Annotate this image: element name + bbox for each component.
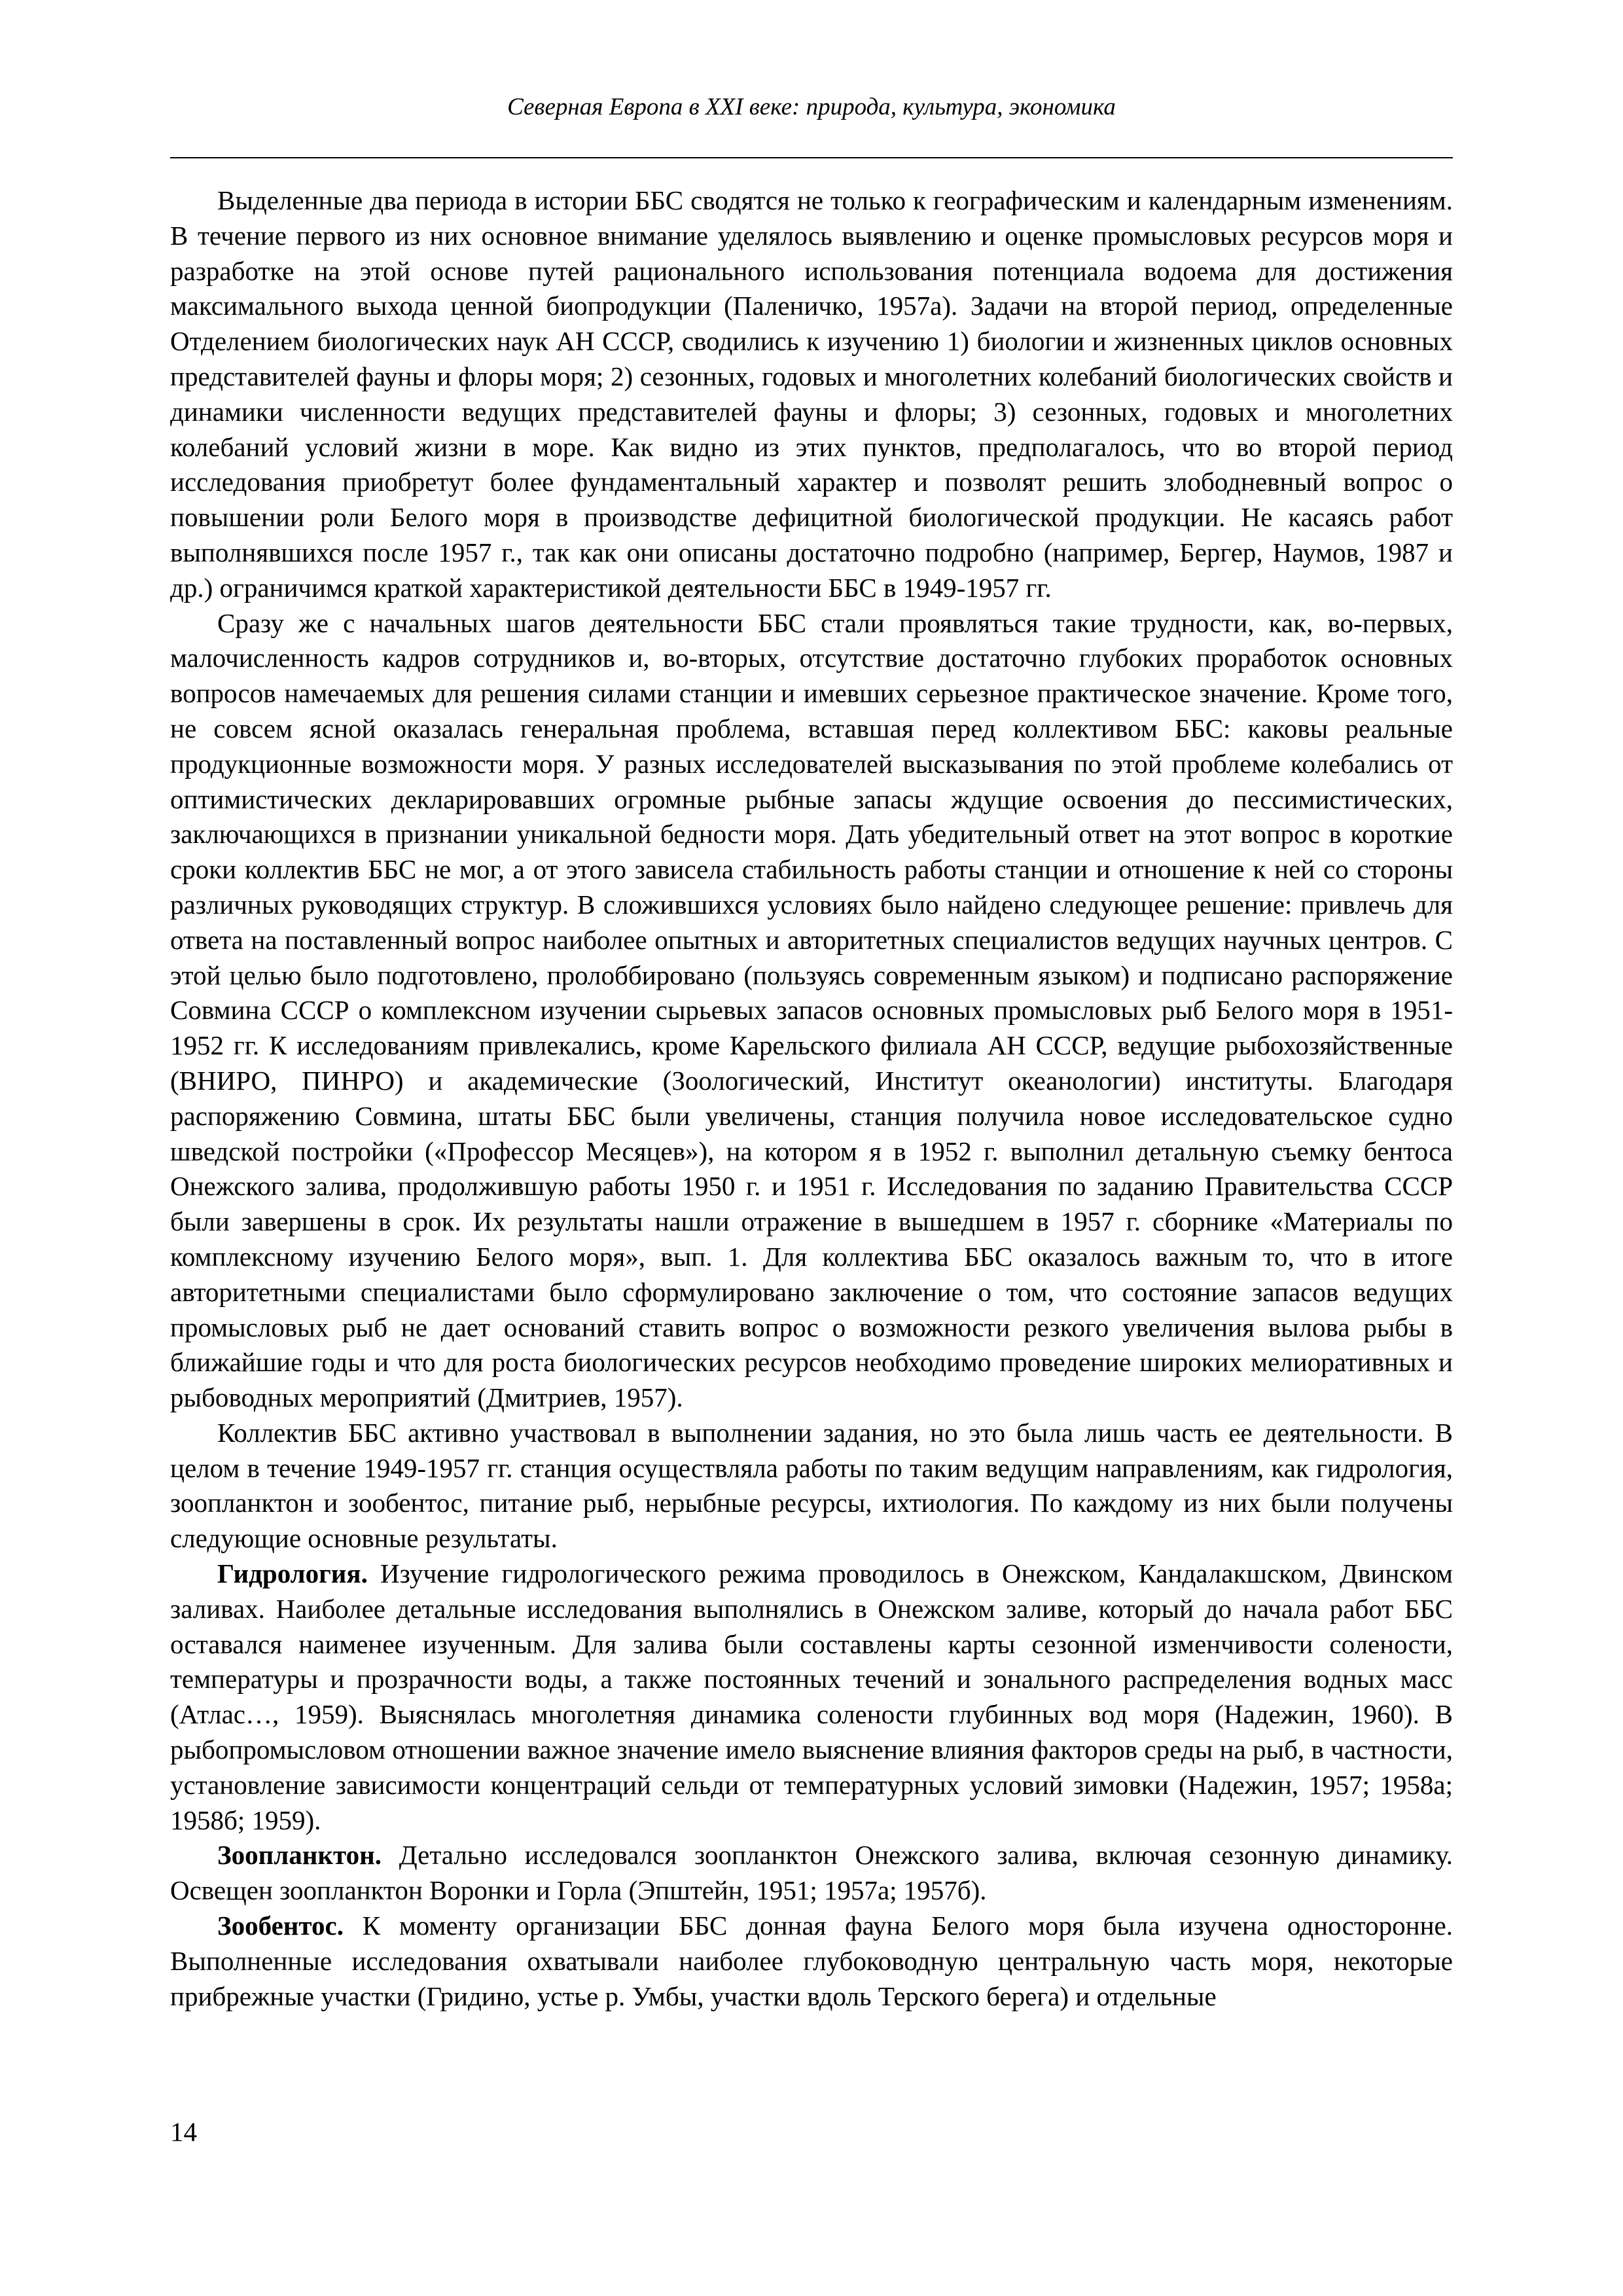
paragraph-zoobenthos-text: К моменту организации ББС донная фауна Белого моря была изучена односторонне. Выполненные исследования охватывали наиболее глубоководную центральную часть моря, некоторые прибрежные участки (Гридино, устье р. Умбы, участки вдоль Терского берега) и отдельные <box>170 1910 1453 2011</box>
section-heading-zooplankton: Зоопланктон. <box>217 1840 382 1871</box>
header-divider <box>170 157 1453 158</box>
paragraph-hydrology <box>170 1556 1453 1838</box>
running-header: Северная Европа в XXI веке: природа, культура, экономика <box>507 94 1116 120</box>
paragraph-zooplankton <box>170 1838 1453 1909</box>
section-heading-zoobenthos: Зообентос. <box>217 1910 344 1941</box>
paragraph-difficulties: Сразу же с начальных шагов деятельности ББС стали проявляться такие трудности, как, во-первых, малочисленность кадров сотрудников и, во-вторых, отсутствие достаточно глубоких проработок основных вопросов намечаемых для решения силами станции и имевших серьезное практическое значение. Кроме того, не совсем ясной оказалась генеральная проблема, вставшая перед коллективом ББС: каковы реальные продукционные возможности моря. У разных исследователей высказывания по этой проблеме колебались от оптимистических декларировавших огромные рыбные запасы ждущие освоения до пессимистических, заключающихся в признании уникальной бедности моря. Дать убедительный ответ на этот вопрос в короткие сроки коллектив ББС не мог, а от этого зависела стабильность работы станции и отношение к ней со стороны различных руководящих структур. В сложившихся условиях было найдено следующее решение: привлечь для ответа на поставленный вопрос наиболее опытных и авторитетных специалистов ведущих научных центров. С этой целью было подготовлено, пролоббировано (пользуясь современным языком) и подписано распоряжение Совмина СССР о комплексном изучении сырьевых запасов основных промысловых рыб Белого моря в 1951-1952 гг. К исследованиям привлекались, кроме Карельского филиала АН СССР, ведущие рыбохозяйственные (ВНИРО, ПИНРО) и академические (Зоологический, Институт океанологии) институты. Благодаря распоряжению Совмина, штаты ББС были увеличены, станция получила новое исследовательское судно шведской постройки («Профессор Месяцев»), на котором я в 1952 г. выполнил детальную съемку бентоса Онежского залива, продолжившую работы 1950 г. и 1951 г. Исследования по заданию Правительства СССР были завершены в срок. Их результаты нашли отражение в вышедшем в 1957 г. сборнике «Материалы по комплексному изучению Белого моря», вып. 1. Для коллектива ББС оказалось важным то, что в итоге авторитетными специалистами было сформулировано заключение о том, что состояние запасов ведущих промысловых рыб не дает оснований ставить вопрос о возможности резкого увеличения вылова рыбы в ближайшие годы и что для роста биологических ресурсов необходимо проведение широких мелиоративных и рыбоводных мероприятий (Дмитриев, 1957). <box>170 607 1453 1413</box>
paragraph-hydrology-text: Изучение гидрологического режима проводилось в Онежском, Кандалакшском, Двинском заливах. Наиболее детальные исследования выполнялись в Онежском заливе, который до начала работ ББС оставался наименее изученным. Для залива были составлены карты сезонной изменчивости солености, температуры и прозрачности воды, а также постоянных течений и зонального распределения водных масс (Атлас…, 1959). Выяснялась многолетняя динамика солености глубинных вод моря (Надежин, 1960). В рыбопромысловом отношении важное значение имело выяснение влияния факторов среды на рыб, в частности, установление зависимости концентраций сельди от температурных условий зимовки (Надежин, 1957; 1958а; 1958б; 1959). <box>170 1558 1453 1835</box>
paragraph-zoobenthos <box>170 1909 1453 2014</box>
paragraph-periods: Выделенные два периода в истории ББС сводятся не только к географическим и календарным изменениям. В течение первого из них основное внимание уделялось выявлению и оценке промысловых ресурсов моря и разработке на этой основе путей рационального использования потенциала водоема для достижения максимального выхода ценной биопродукции (Паленичко, 1957а). Задачи на второй период, определенные Отделением биологических наук АН СССР, сводились к изучению 1) биологии и жизненных циклов основных представителей фауны и флоры моря; 2) сезонных, годовых и многолетних колебаний биологических свойств и динамики численности ведущих представителей фауны и флоры; 3) сезонных, годовых и многолетних колебаний условий жизни в море. Как видно из этих пунктов, предполагалось, что во второй период исследования приобретут более фундаментальный характер и позволят решить злободневный вопрос о повышении роли Белого моря в производстве дефицитной биологической продукции. Не касаясь работ выполнявшихся после 1957 г., так как они описаны достаточно подробно (например, Бергер, Наумов, 1987 и др.) ограничимся краткой характеристикой деятельности ББС в 1949-1957 гг. <box>170 185 1453 603</box>
section-heading-hydrology: Гидрология. <box>217 1558 368 1589</box>
body-text <box>170 183 1453 2014</box>
paragraph-zooplankton-text: Детально исследовался зоопланктон Онежского залива, включая сезонную динамику. Освещен зоопланктон Воронки и Горла (Эпштейн, 1951; 1957а; 1957б). <box>170 1840 1453 1906</box>
page-number: 14 <box>170 2117 197 2147</box>
paragraph-collective: Коллектив ББС активно участвовал в выполнении задания, но это была лишь часть ее деятельности. В целом в течение 1949-1957 гг. станция осуществляла работы по таким ведущим направлениям, как гидрология, зоопланктон и зообентос, питание рыб, нерыбные ресурсы, ихтиология. По каждому из них были получены следующие основные результаты. <box>170 1417 1453 1554</box>
